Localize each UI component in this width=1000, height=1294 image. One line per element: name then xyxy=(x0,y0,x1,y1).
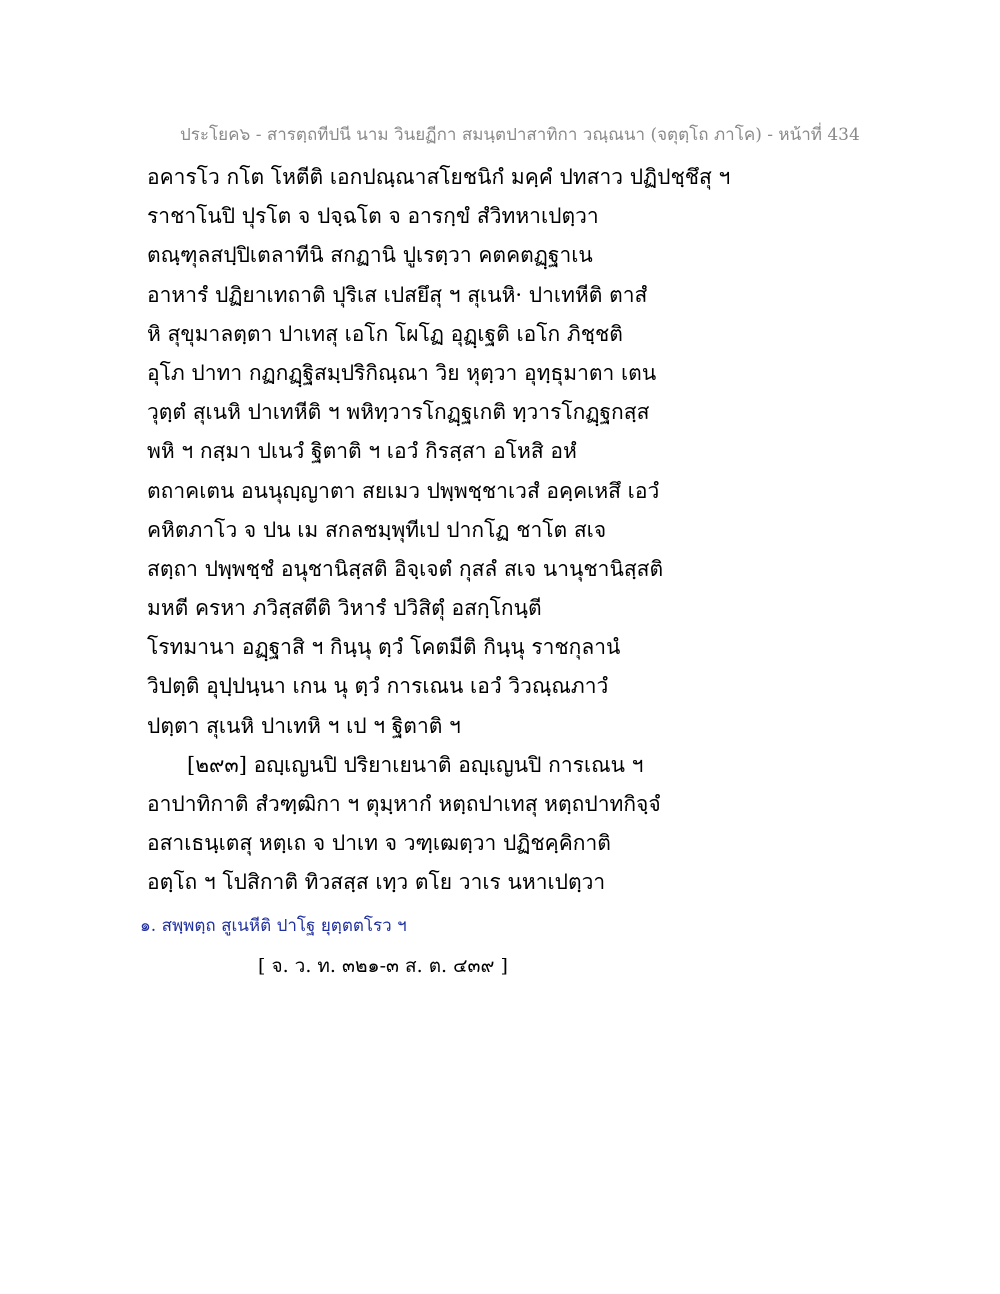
text-line: วุตฺตํ สุเนหิ ปาเทหีติ ฯ พหิทฺวารโกฏฺฐเกติ ทฺวารโกฏฺฐกสฺส xyxy=(147,400,650,425)
footnote: ๑. สพฺพตฺถ สูเนหีติ ปาโฐ ยุตฺตตโรว ฯ xyxy=(140,916,407,936)
body-text xyxy=(147,158,847,903)
text-line: ปตฺตา สุเนหิ ปาเทหิ ฯ เป ฯ ฐิตาติ ฯ xyxy=(147,713,461,738)
text-line: ตถาคเตน อนนุญฺญาตา สยเมว ปพฺพชฺชาเวสํ อคฺคเหสึ เอวํ xyxy=(147,478,660,503)
text-line: ราชาโนปิ ปุรโต จ ปจฺฉโต จ อารกฺขํ สํวิทหาเปตฺวา xyxy=(147,204,599,229)
text-line: มหตี ครหา ภวิสฺสตีติ วิหารํ ปวิสิตุํ อสกฺโกนฺตี xyxy=(147,596,542,621)
text-line: วิปตฺติ อุปฺปนฺนา เกน นุ ตฺวํ การเณน เอวํ วิวณฺณภาวํ xyxy=(147,674,609,699)
text-line: อาปาทิกาติ สํวฑฺฒิกา ฯ ตุมฺหากํ หตฺถปาเทสุ หตฺถปาทกิจฺจํ xyxy=(147,792,661,816)
text-line: อาหารํ ปฏิยาเทถาติ ปุริเส เปสยึสุ ฯ สุเนหิ· ปาเทหีติ ตาสํ xyxy=(147,282,648,307)
page-header: ประโยค๖ - สารตฺถทีปนี นาม วินยฏีกา สมนฺตปาสาทิกา วณฺณนา (จตุตฺโถ ภาโค) - หน้าที่ 434 xyxy=(180,125,860,145)
page-reference: [ จ. ว. ท. ๓๒๑-๓ ส. ต. ๔๓๙ ] xyxy=(258,955,508,977)
text-line: อุโภ ปาทา กฏกฏฺฐิสมฺปริกิณฺณา วิย หุตฺวา อุทฺธุมาตา เตน xyxy=(147,360,657,385)
text-line: สตฺถา ปพฺพชฺชํ อนุชานิสฺสติ อิจฺเจตํ กุสลํ สเจ นานุชานิสฺสติ xyxy=(147,556,664,581)
text-line: หิ สุขุมาลตฺตา ปาเทสุ เอโก โผโฏ อุฏฺเฐติ เอโก ภิชฺชติ xyxy=(147,321,623,346)
text-line: โรทมานา อฏฺฐาสิ ฯ กินฺนุ ตฺวํ โคตมีติ กินฺนุ ราชกุลานํ xyxy=(147,635,621,660)
text-line: อสาเธนฺเตสุ หตฺเถ จ ปาเท จ วฑฺเฒตฺวา ปฏิชคฺคิกาติ xyxy=(147,831,611,856)
text-line: คหิตภาโว จ ปน เม สกลชมฺพุทีเป ปากโฏ ชาโต สเจ xyxy=(147,517,607,542)
text-line: อคารโว กโต โหตีติ เอกปณฺณาสโยชนิกํ มคฺคํ ปทสาว ปฏิปชฺชึสุ ฯ xyxy=(147,165,731,189)
text-line: อตฺโถ ฯ โปสิกาติ ทิวสสฺส เทฺว ตโย วาเร นหาเปตฺวา xyxy=(147,870,606,895)
section-start-line: [๒๙๓] อญฺเญนปิ ปริยาเยนาติ อญฺเญนปิ การเณน ฯ xyxy=(187,752,644,777)
text-line: พหิ ฯ กสฺมา ปเนวํ ฐิตาติ ฯ เอวํ กิรสฺสา อโหสิ อหํ xyxy=(147,439,577,464)
text-line: ตณฺฑุลสปฺปิเตลาทีนิ สกฏานิ ปูเรตฺวา คตคตฏฺฐาเน xyxy=(147,243,593,268)
